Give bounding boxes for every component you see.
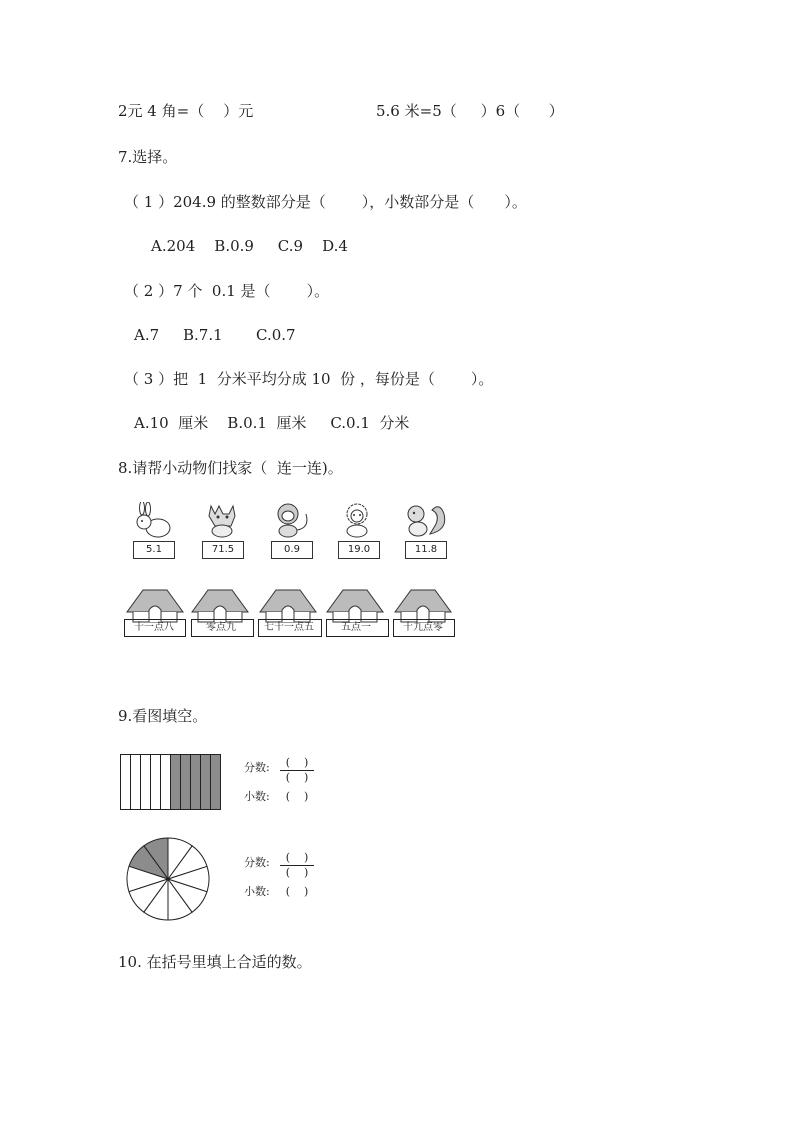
q7-2-question [124,281,329,301]
rabbit-icon [128,502,178,540]
q7-1-question [124,192,527,212]
animal-tag-sheep: 19.0 [338,541,380,559]
pie-fraction-label: 分数: [244,856,270,869]
rect-part-shaded [181,755,191,810]
rect-part-shaded [201,755,211,810]
q7-1-prefix: （ 1 ）204.9 的整数部分是（ [124,193,326,211]
house-label: 零点九 [206,622,236,633]
squirrel-icon [400,500,450,538]
q7-2-prefix: （ 2 ）7 个 0.1 是（ [124,282,271,300]
rect-part-shaded [191,755,201,810]
q7-2-suffix: ）。 [306,282,330,300]
rect-decimal-blank[interactable]: ( ) [285,790,309,803]
rect-part [131,755,141,810]
q7-1-mid: ），小数部分是（ [361,193,475,211]
animal-tag-monkey: 0.9 [271,541,313,559]
q7-3-question [124,369,493,389]
rect-part-shaded [171,755,181,810]
house-label: 十九点零 [403,622,443,633]
house-label: 十一点八 [134,622,174,633]
house-label: 五点一 [341,622,371,633]
house-label: 七十一点五 [264,622,314,633]
length-conversion-question: 5.6 米=5（ ）6（ ） [376,102,564,120]
monkey-icon [266,500,316,538]
animal-tag-squirrel: 11.8 [405,541,447,559]
rect-decimal-label: 小数: [244,790,270,803]
rect-fraction-label: 分数: [244,761,270,774]
q7-1-suffix: ）。 [504,193,527,211]
pie-fraction-denominator[interactable]: ( ) [285,866,309,879]
rect-fraction-denominator[interactable]: ( ) [285,771,309,784]
pie-decimal-blank[interactable]: ( ) [285,885,309,898]
pie-decimal-label: 小数: [244,885,270,898]
sheep-icon [333,500,383,538]
rect-part [151,755,161,810]
q7-2-options: A.7 B.7.1 C.0.7 [134,326,296,344]
q7-title: 7.选择。 [118,148,178,166]
rect-part-shaded [211,755,221,810]
q8-title: 8.请帮小动物们找家（ 连一连)。 [118,459,343,477]
cat-icon [197,500,247,538]
animal-tag-rabbit: 5.1 [133,541,175,559]
q7-3-suffix: ）。 [470,370,494,388]
pie-fraction-figure [124,836,212,922]
rectangle-fraction-figure [120,754,221,810]
q10-title: 10. 在括号里填上合适的数。 [118,953,312,971]
rect-part [161,755,171,810]
q7-1-options: A.204 B.0.9 C.9 D.4 [151,237,348,255]
rect-part [121,755,131,810]
animal-tag-cat: 71.5 [202,541,244,559]
money-conversion-question: 2元 4 角=（ ）元 [118,102,254,120]
q7-3-prefix: （ 3 ）把 1 分米平均分成 10 份 ，每份是（ [124,370,435,388]
q9-title: 9.看图填空。 [118,707,208,725]
pie-fraction-numerator[interactable]: ( ) [285,851,309,864]
rect-part [141,755,151,810]
rect-fraction-numerator[interactable]: ( ) [285,756,309,769]
q7-3-options: A.10 厘米 B.0.1 厘米 C.0.1 分米 [134,414,410,432]
